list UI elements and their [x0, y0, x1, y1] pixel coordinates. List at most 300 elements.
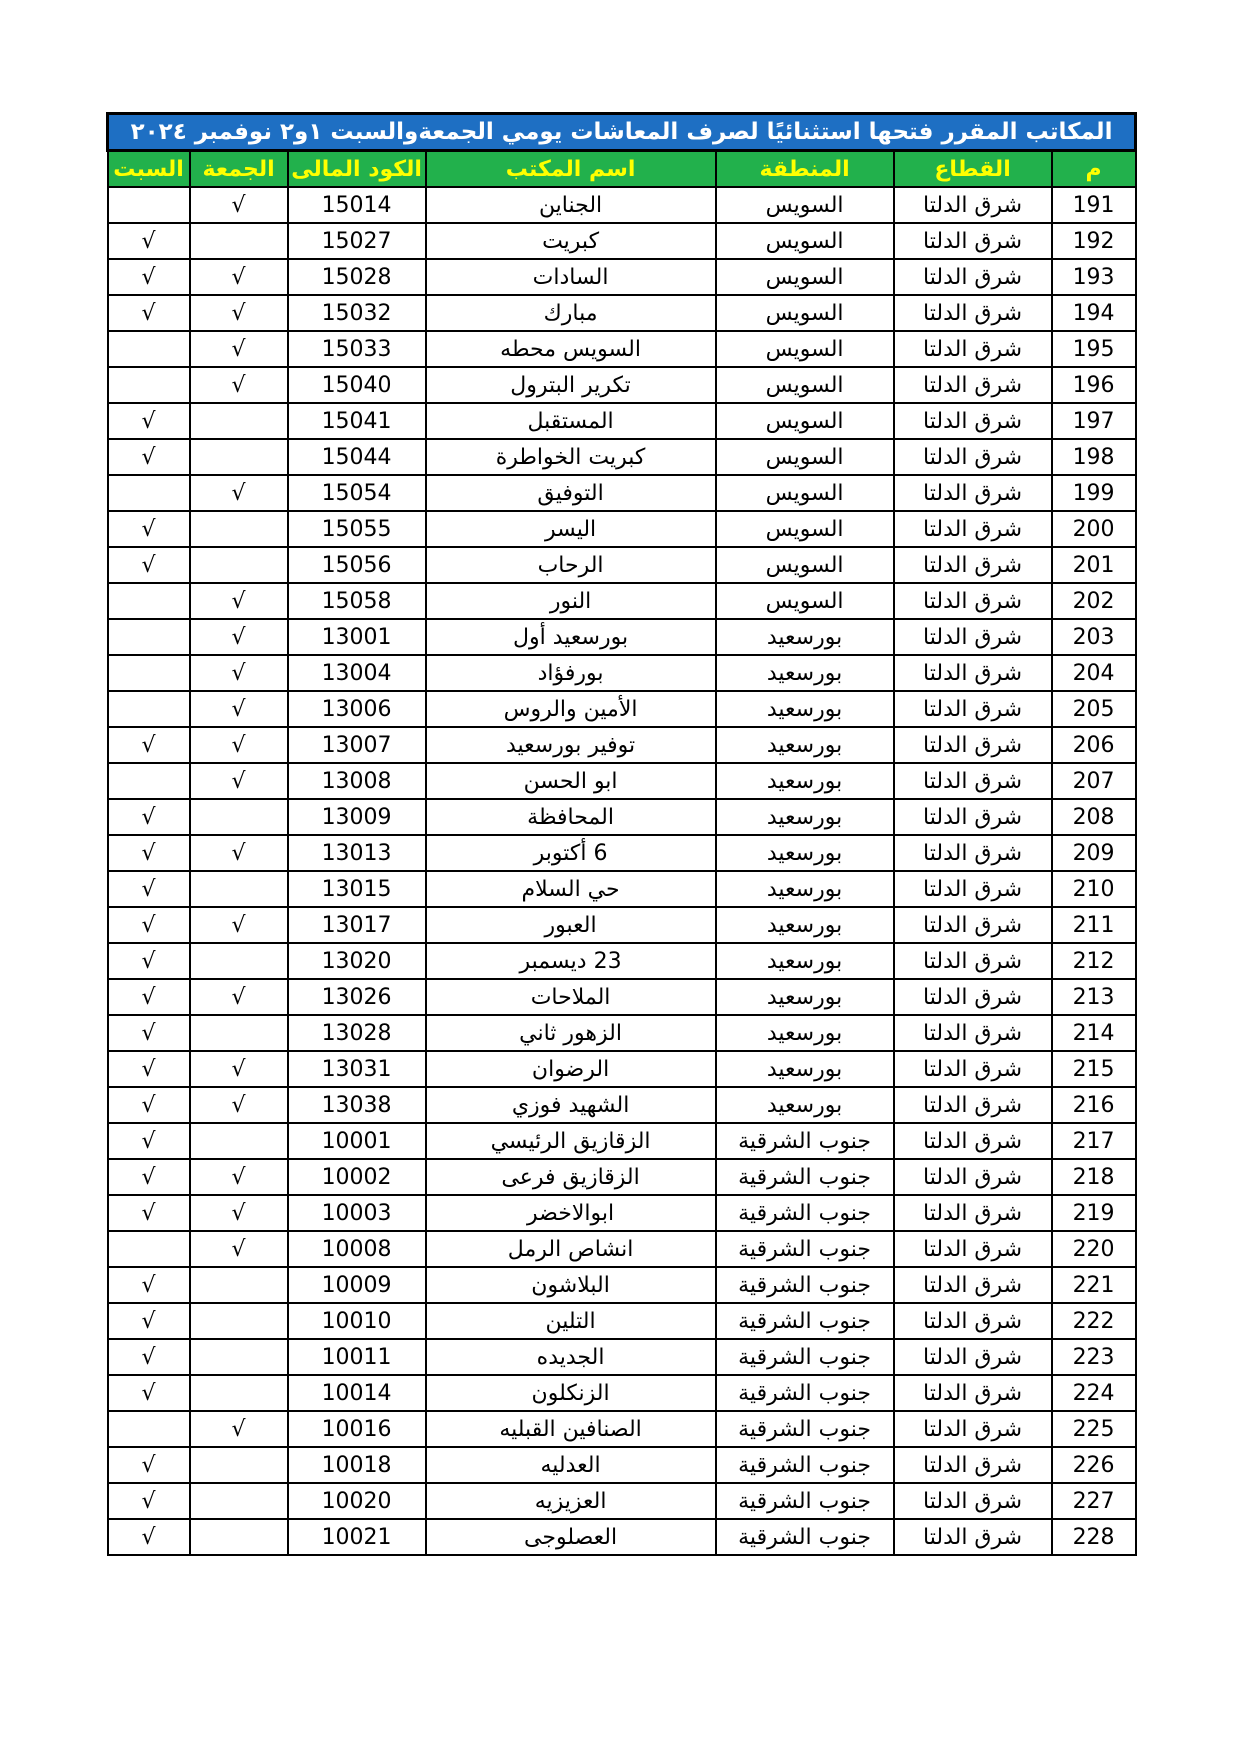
cell-m: 198 [1052, 439, 1136, 475]
cell-financial-code: 15033 [288, 331, 426, 367]
cell-m: 201 [1052, 547, 1136, 583]
cell-financial-code: 13026 [288, 979, 426, 1015]
cell-sector: شرق الدلتا [894, 1519, 1052, 1555]
cell-saturday-check [108, 1411, 190, 1447]
cell-office-name: المحافظة [426, 799, 716, 835]
cell-m: 191 [1052, 187, 1136, 223]
cell-region: بورسعيد [716, 907, 894, 943]
cell-region: بورسعيد [716, 727, 894, 763]
cell-office-name: الملاحات [426, 979, 716, 1015]
cell-region: جنوب الشرقية [716, 1159, 894, 1195]
cell-m: 227 [1052, 1483, 1136, 1519]
cell-financial-code: 15027 [288, 223, 426, 259]
cell-friday-check: √ [190, 1231, 288, 1267]
cell-office-name: العصلوجى [426, 1519, 716, 1555]
cell-office-name: السادات [426, 259, 716, 295]
cell-financial-code: 15054 [288, 475, 426, 511]
cell-region: بورسعيد [716, 871, 894, 907]
cell-m: 216 [1052, 1087, 1136, 1123]
cell-office-name: الرحاب [426, 547, 716, 583]
table-row [108, 1195, 1136, 1231]
header-sector: القطاع [894, 151, 1052, 188]
table-row [108, 1483, 1136, 1519]
table-row [108, 583, 1136, 619]
cell-region: جنوب الشرقية [716, 1519, 894, 1555]
title-row [108, 114, 1136, 151]
cell-m: 197 [1052, 403, 1136, 439]
cell-saturday-check: √ [108, 943, 190, 979]
cell-friday-check: √ [190, 583, 288, 619]
cell-friday-check [190, 871, 288, 907]
cell-friday-check: √ [190, 691, 288, 727]
cell-friday-check: √ [190, 907, 288, 943]
cell-saturday-check [108, 187, 190, 223]
cell-region: بورسعيد [716, 655, 894, 691]
cell-region: بورسعيد [716, 943, 894, 979]
cell-region: السويس [716, 475, 894, 511]
table-row [108, 907, 1136, 943]
table-row [108, 1303, 1136, 1339]
cell-saturday-check: √ [108, 1375, 190, 1411]
cell-financial-code: 15041 [288, 403, 426, 439]
cell-financial-code: 13007 [288, 727, 426, 763]
cell-financial-code: 10016 [288, 1411, 426, 1447]
header-office-name: اسم المكتب [426, 151, 716, 188]
cell-office-name: العدليه [426, 1447, 716, 1483]
cell-office-name: ابوالاخضر [426, 1195, 716, 1231]
cell-saturday-check: √ [108, 259, 190, 295]
cell-sector: شرق الدلتا [894, 655, 1052, 691]
cell-office-name: اليسر [426, 511, 716, 547]
table-row [108, 763, 1136, 799]
cell-m: 217 [1052, 1123, 1136, 1159]
table-row [108, 1051, 1136, 1087]
cell-financial-code: 10014 [288, 1375, 426, 1411]
offices-table [106, 112, 1137, 1556]
cell-saturday-check: √ [108, 1195, 190, 1231]
table-row [108, 439, 1136, 475]
cell-region: السويس [716, 295, 894, 331]
header-row [108, 151, 1136, 188]
cell-friday-check: √ [190, 979, 288, 1015]
table-row [108, 1375, 1136, 1411]
cell-financial-code: 13028 [288, 1015, 426, 1051]
cell-region: جنوب الشرقية [716, 1483, 894, 1519]
cell-office-name: بورسعيد أول [426, 619, 716, 655]
cell-friday-check: √ [190, 1195, 288, 1231]
cell-friday-check [190, 1123, 288, 1159]
cell-region: السويس [716, 583, 894, 619]
cell-office-name: العزيزيه [426, 1483, 716, 1519]
cell-friday-check: √ [190, 1051, 288, 1087]
cell-office-name: النور [426, 583, 716, 619]
cell-office-name: الجديده [426, 1339, 716, 1375]
table-row [108, 943, 1136, 979]
cell-office-name: الزقازيق الرئيسي [426, 1123, 716, 1159]
cell-region: بورسعيد [716, 1087, 894, 1123]
cell-sector: شرق الدلتا [894, 511, 1052, 547]
cell-saturday-check: √ [108, 907, 190, 943]
cell-m: 213 [1052, 979, 1136, 1015]
cell-financial-code: 10003 [288, 1195, 426, 1231]
cell-sector: شرق الدلتا [894, 943, 1052, 979]
table-row [108, 1159, 1136, 1195]
table-row [108, 367, 1136, 403]
table-body [108, 187, 1136, 1555]
cell-friday-check: √ [190, 367, 288, 403]
header-m: م [1052, 151, 1136, 188]
cell-sector: شرق الدلتا [894, 367, 1052, 403]
table-row [108, 1519, 1136, 1555]
cell-friday-check: √ [190, 1159, 288, 1195]
cell-sector: شرق الدلتا [894, 727, 1052, 763]
cell-saturday-check: √ [108, 1015, 190, 1051]
cell-friday-check: √ [190, 187, 288, 223]
cell-financial-code: 13008 [288, 763, 426, 799]
cell-sector: شرق الدلتا [894, 1483, 1052, 1519]
cell-region: بورسعيد [716, 799, 894, 835]
cell-saturday-check: √ [108, 1339, 190, 1375]
cell-sector: شرق الدلتا [894, 475, 1052, 511]
cell-sector: شرق الدلتا [894, 1159, 1052, 1195]
table-row [108, 403, 1136, 439]
cell-friday-check [190, 439, 288, 475]
table-row [108, 295, 1136, 331]
cell-saturday-check: √ [108, 1123, 190, 1159]
cell-m: 192 [1052, 223, 1136, 259]
cell-financial-code: 10009 [288, 1267, 426, 1303]
cell-saturday-check: √ [108, 511, 190, 547]
cell-financial-code: 15044 [288, 439, 426, 475]
cell-sector: شرق الدلتا [894, 835, 1052, 871]
cell-financial-code: 10021 [288, 1519, 426, 1555]
cell-region: جنوب الشرقية [716, 1123, 894, 1159]
cell-friday-check [190, 1519, 288, 1555]
cell-region: بورسعيد [716, 763, 894, 799]
cell-region: بورسعيد [716, 619, 894, 655]
cell-sector: شرق الدلتا [894, 259, 1052, 295]
cell-friday-check [190, 223, 288, 259]
cell-saturday-check: √ [108, 1519, 190, 1555]
cell-financial-code: 10010 [288, 1303, 426, 1339]
table-row [108, 475, 1136, 511]
cell-saturday-check: √ [108, 1483, 190, 1519]
cell-financial-code: 10020 [288, 1483, 426, 1519]
cell-region: جنوب الشرقية [716, 1231, 894, 1267]
cell-office-name: كبريت [426, 223, 716, 259]
cell-financial-code: 13009 [288, 799, 426, 835]
cell-region: بورسعيد [716, 691, 894, 727]
cell-office-name: المستقبل [426, 403, 716, 439]
cell-region: بورسعيد [716, 1015, 894, 1051]
table-row [108, 835, 1136, 871]
cell-saturday-check [108, 475, 190, 511]
cell-sector: شرق الدلتا [894, 1123, 1052, 1159]
cell-m: 210 [1052, 871, 1136, 907]
cell-region: جنوب الشرقية [716, 1375, 894, 1411]
table-row [108, 1123, 1136, 1159]
table-row [108, 691, 1136, 727]
cell-saturday-check [108, 331, 190, 367]
cell-office-name: كبريت الخواطرة [426, 439, 716, 475]
cell-friday-check: √ [190, 295, 288, 331]
cell-office-name: الزهور ثاني [426, 1015, 716, 1051]
cell-financial-code: 15028 [288, 259, 426, 295]
cell-m: 211 [1052, 907, 1136, 943]
cell-friday-check [190, 511, 288, 547]
cell-office-name: الجناين [426, 187, 716, 223]
cell-office-name: الزنكلون [426, 1375, 716, 1411]
cell-friday-check: √ [190, 331, 288, 367]
cell-friday-check [190, 1303, 288, 1339]
cell-region: السويس [716, 439, 894, 475]
cell-financial-code: 13001 [288, 619, 426, 655]
cell-sector: شرق الدلتا [894, 187, 1052, 223]
cell-m: 196 [1052, 367, 1136, 403]
cell-friday-check: √ [190, 1087, 288, 1123]
cell-sector: شرق الدلتا [894, 1231, 1052, 1267]
cell-office-name: السويس محطه [426, 331, 716, 367]
cell-m: 226 [1052, 1447, 1136, 1483]
cell-financial-code: 13031 [288, 1051, 426, 1087]
cell-sector: شرق الدلتا [894, 1303, 1052, 1339]
cell-m: 195 [1052, 331, 1136, 367]
cell-sector: شرق الدلتا [894, 439, 1052, 475]
cell-friday-check [190, 403, 288, 439]
cell-sector: شرق الدلتا [894, 1051, 1052, 1087]
table-row [108, 1231, 1136, 1267]
cell-office-name: تكرير البترول [426, 367, 716, 403]
table-row [108, 1339, 1136, 1375]
cell-friday-check: √ [190, 835, 288, 871]
cell-friday-check [190, 1267, 288, 1303]
cell-friday-check: √ [190, 763, 288, 799]
table-row [108, 1411, 1136, 1447]
cell-sector: شرق الدلتا [894, 331, 1052, 367]
cell-saturday-check: √ [108, 727, 190, 763]
cell-sector: شرق الدلتا [894, 1411, 1052, 1447]
cell-saturday-check [108, 583, 190, 619]
cell-office-name: التوفيق [426, 475, 716, 511]
cell-friday-check: √ [190, 259, 288, 295]
cell-m: 218 [1052, 1159, 1136, 1195]
table-row [108, 1267, 1136, 1303]
cell-financial-code: 15032 [288, 295, 426, 331]
cell-sector: شرق الدلتا [894, 979, 1052, 1015]
cell-office-name: الشهيد فوزي [426, 1087, 716, 1123]
table-row [108, 547, 1136, 583]
cell-m: 199 [1052, 475, 1136, 511]
cell-office-name: الأمين والروس [426, 691, 716, 727]
header-region: المنطقة [716, 151, 894, 188]
table-row [108, 259, 1136, 295]
cell-region: السويس [716, 223, 894, 259]
cell-m: 194 [1052, 295, 1136, 331]
cell-saturday-check [108, 655, 190, 691]
cell-financial-code: 10018 [288, 1447, 426, 1483]
cell-friday-check: √ [190, 1411, 288, 1447]
cell-saturday-check: √ [108, 1087, 190, 1123]
cell-financial-code: 13017 [288, 907, 426, 943]
cell-m: 205 [1052, 691, 1136, 727]
cell-region: بورسعيد [716, 1051, 894, 1087]
cell-sector: شرق الدلتا [894, 619, 1052, 655]
table-row [108, 655, 1136, 691]
cell-friday-check: √ [190, 655, 288, 691]
cell-friday-check: √ [190, 619, 288, 655]
cell-region: جنوب الشرقية [716, 1267, 894, 1303]
cell-saturday-check: √ [108, 403, 190, 439]
cell-sector: شرق الدلتا [894, 871, 1052, 907]
table-row [108, 331, 1136, 367]
cell-region: السويس [716, 403, 894, 439]
cell-m: 212 [1052, 943, 1136, 979]
cell-financial-code: 13020 [288, 943, 426, 979]
table-row [108, 223, 1136, 259]
cell-financial-code: 13015 [288, 871, 426, 907]
cell-region: السويس [716, 367, 894, 403]
table-row [108, 727, 1136, 763]
cell-office-name: البلاشون [426, 1267, 716, 1303]
cell-sector: شرق الدلتا [894, 1087, 1052, 1123]
cell-financial-code: 10011 [288, 1339, 426, 1375]
cell-m: 220 [1052, 1231, 1136, 1267]
cell-m: 221 [1052, 1267, 1136, 1303]
cell-saturday-check: √ [108, 439, 190, 475]
cell-saturday-check: √ [108, 1267, 190, 1303]
cell-saturday-check: √ [108, 1447, 190, 1483]
cell-saturday-check: √ [108, 1051, 190, 1087]
cell-region: جنوب الشرقية [716, 1447, 894, 1483]
cell-region: السويس [716, 331, 894, 367]
cell-region: جنوب الشرقية [716, 1411, 894, 1447]
cell-friday-check: √ [190, 727, 288, 763]
cell-office-name: انشاص الرمل [426, 1231, 716, 1267]
cell-m: 214 [1052, 1015, 1136, 1051]
cell-sector: شرق الدلتا [894, 295, 1052, 331]
cell-sector: شرق الدلتا [894, 223, 1052, 259]
cell-sector: شرق الدلتا [894, 547, 1052, 583]
cell-m: 209 [1052, 835, 1136, 871]
cell-friday-check [190, 1375, 288, 1411]
cell-office-name: الصنافين القبليه [426, 1411, 716, 1447]
cell-m: 202 [1052, 583, 1136, 619]
cell-sector: شرق الدلتا [894, 799, 1052, 835]
table-row [108, 871, 1136, 907]
cell-m: 225 [1052, 1411, 1136, 1447]
cell-friday-check [190, 799, 288, 835]
cell-m: 203 [1052, 619, 1136, 655]
cell-saturday-check [108, 619, 190, 655]
cell-sector: شرق الدلتا [894, 1375, 1052, 1411]
cell-financial-code: 15058 [288, 583, 426, 619]
table-row [108, 1015, 1136, 1051]
cell-sector: شرق الدلتا [894, 907, 1052, 943]
cell-financial-code: 13038 [288, 1087, 426, 1123]
cell-saturday-check: √ [108, 979, 190, 1015]
cell-saturday-check [108, 691, 190, 727]
cell-saturday-check [108, 367, 190, 403]
cell-friday-check [190, 1447, 288, 1483]
header-saturday: السبت [108, 151, 190, 188]
cell-sector: شرق الدلتا [894, 691, 1052, 727]
cell-friday-check [190, 1339, 288, 1375]
cell-saturday-check: √ [108, 835, 190, 871]
cell-m: 204 [1052, 655, 1136, 691]
cell-saturday-check: √ [108, 295, 190, 331]
cell-m: 206 [1052, 727, 1136, 763]
cell-m: 207 [1052, 763, 1136, 799]
cell-friday-check [190, 943, 288, 979]
table-row [108, 187, 1136, 223]
cell-saturday-check: √ [108, 799, 190, 835]
cell-m: 219 [1052, 1195, 1136, 1231]
cell-region: جنوب الشرقية [716, 1195, 894, 1231]
cell-sector: شرق الدلتا [894, 1447, 1052, 1483]
header-friday: الجمعة [190, 151, 288, 188]
cell-office-name: 23 ديسمبر [426, 943, 716, 979]
cell-friday-check [190, 1483, 288, 1519]
cell-friday-check [190, 1015, 288, 1051]
cell-m: 193 [1052, 259, 1136, 295]
cell-office-name: ابو الحسن [426, 763, 716, 799]
cell-financial-code: 10002 [288, 1159, 426, 1195]
table-row [108, 1087, 1136, 1123]
cell-office-name: حي السلام [426, 871, 716, 907]
cell-region: السويس [716, 511, 894, 547]
cell-financial-code: 10001 [288, 1123, 426, 1159]
cell-saturday-check [108, 763, 190, 799]
cell-financial-code: 15014 [288, 187, 426, 223]
cell-sector: شرق الدلتا [894, 1195, 1052, 1231]
table-row [108, 979, 1136, 1015]
cell-region: جنوب الشرقية [716, 1303, 894, 1339]
cell-m: 223 [1052, 1339, 1136, 1375]
cell-office-name: الزقازيق فرعى [426, 1159, 716, 1195]
cell-saturday-check: √ [108, 1159, 190, 1195]
cell-m: 228 [1052, 1519, 1136, 1555]
cell-financial-code: 15055 [288, 511, 426, 547]
cell-financial-code: 10008 [288, 1231, 426, 1267]
cell-region: السويس [716, 547, 894, 583]
cell-region: بورسعيد [716, 835, 894, 871]
cell-financial-code: 15040 [288, 367, 426, 403]
cell-financial-code: 13013 [288, 835, 426, 871]
cell-region: جنوب الشرقية [716, 1339, 894, 1375]
cell-office-name: التلين [426, 1303, 716, 1339]
cell-sector: شرق الدلتا [894, 1339, 1052, 1375]
cell-region: السويس [716, 187, 894, 223]
table-row [108, 619, 1136, 655]
table-title: المكاتب المقرر فتحها استثنائيًا لصرف المعاشات يومي الجمعةوالسبت ١و٢ نوفمبر ٢٠٢٤ [108, 114, 1136, 151]
cell-saturday-check: √ [108, 223, 190, 259]
cell-financial-code: 13004 [288, 655, 426, 691]
cell-m: 200 [1052, 511, 1136, 547]
cell-saturday-check: √ [108, 547, 190, 583]
cell-friday-check: √ [190, 475, 288, 511]
cell-office-name: الرضوان [426, 1051, 716, 1087]
table-row [108, 799, 1136, 835]
cell-m: 224 [1052, 1375, 1136, 1411]
cell-m: 208 [1052, 799, 1136, 835]
cell-saturday-check: √ [108, 871, 190, 907]
table-row [108, 511, 1136, 547]
cell-office-name: 6 أكتوبر [426, 835, 716, 871]
header-financial-code: الكود المالى [288, 151, 426, 188]
cell-financial-code: 13006 [288, 691, 426, 727]
cell-office-name: مبارك [426, 295, 716, 331]
cell-sector: شرق الدلتا [894, 403, 1052, 439]
